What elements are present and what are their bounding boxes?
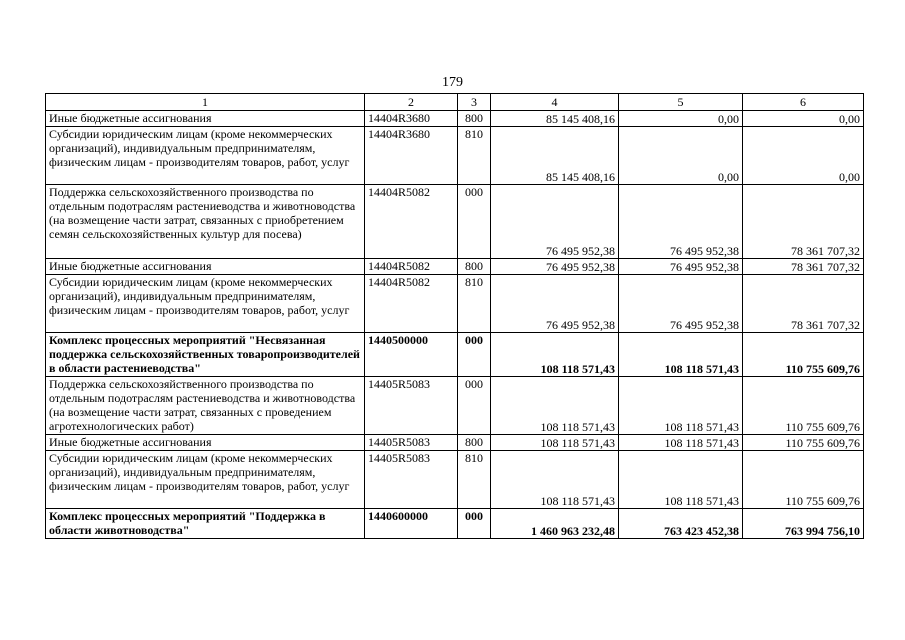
row-name-cell: Иные бюджетные ассигнования bbox=[46, 111, 365, 127]
row-value-cell: 1 460 963 232,48 bbox=[491, 509, 619, 539]
row-type-cell: 000 bbox=[458, 185, 491, 259]
row-type-cell: 810 bbox=[458, 275, 491, 333]
row-name-cell: Комплекс процессных мероприятий "Несвязанная поддержка сельскохозяйственных товаропроизводителей в области растениеводства" bbox=[46, 333, 365, 377]
row-name-cell: Иные бюджетные ассигнования bbox=[46, 259, 365, 275]
row-type-cell: 800 bbox=[458, 259, 491, 275]
table-row bbox=[46, 509, 864, 539]
row-value-cell: 110 755 609,76 bbox=[743, 333, 864, 377]
row-value-cell: 763 994 756,10 bbox=[743, 509, 864, 539]
row-value-cell: 108 118 571,43 bbox=[491, 451, 619, 509]
row-code-cell: 14404R5082 bbox=[365, 259, 458, 275]
row-name-cell: Поддержка сельскохозяйственного производства по отдельным подотраслям растениеводства и животноводства (на возмещение части затрат, связанных с приобретением семян сельскохозяйственных культур для посева) bbox=[46, 185, 365, 259]
row-value-cell: 78 361 707,32 bbox=[743, 185, 864, 259]
row-name-cell: Субсидии юридическим лицам (кроме некоммерческих организаций), индивидуальным предпринимателям, физическим лицам - производителям товаров, работ, услуг bbox=[46, 275, 365, 333]
row-name-cell: Субсидии юридическим лицам (кроме некоммерческих организаций), индивидуальным предпринимателям, физическим лицам - производителям товаров, работ, услуг bbox=[46, 127, 365, 185]
table-row bbox=[46, 435, 864, 451]
row-value-cell: 108 118 571,43 bbox=[619, 435, 743, 451]
row-code-cell: 14405R5083 bbox=[365, 435, 458, 451]
row-value-cell: 108 118 571,43 bbox=[491, 377, 619, 435]
row-value-cell: 0,00 bbox=[619, 127, 743, 185]
table-row bbox=[46, 185, 864, 259]
row-value-cell: 76 495 952,38 bbox=[619, 275, 743, 333]
row-type-cell: 000 bbox=[458, 509, 491, 539]
table-row bbox=[46, 377, 864, 435]
row-name-cell: Поддержка сельскохозяйственного производства по отдельным подотраслям растениеводства и животноводства (на возмещение части затрат, связанных с проведением агротехнологических работ) bbox=[46, 377, 365, 435]
table-row bbox=[46, 275, 864, 333]
row-code-cell: 14405R5083 bbox=[365, 377, 458, 435]
row-type-cell: 800 bbox=[458, 435, 491, 451]
row-value-cell: 110 755 609,76 bbox=[743, 451, 864, 509]
row-value-cell: 0,00 bbox=[743, 111, 864, 127]
header-cell: 3 bbox=[458, 94, 491, 111]
row-code-cell: 14404R3680 bbox=[365, 127, 458, 185]
row-value-cell: 108 118 571,43 bbox=[491, 333, 619, 377]
row-name-cell: Субсидии юридическим лицам (кроме некоммерческих организаций), индивидуальным предпринимателям, физическим лицам - производителям товаров, работ, услуг bbox=[46, 451, 365, 509]
row-name-cell: Иные бюджетные ассигнования bbox=[46, 435, 365, 451]
table-row bbox=[46, 333, 864, 377]
row-value-cell: 110 755 609,76 bbox=[743, 435, 864, 451]
page-number: 179 bbox=[442, 75, 463, 90]
table-header-row bbox=[46, 94, 864, 111]
header-cell: 4 bbox=[491, 94, 619, 111]
header-cell: 6 bbox=[743, 94, 864, 111]
row-code-cell: 1440500000 bbox=[365, 333, 458, 377]
row-value-cell: 76 495 952,38 bbox=[491, 275, 619, 333]
row-type-cell: 000 bbox=[458, 333, 491, 377]
table-row bbox=[46, 259, 864, 275]
row-value-cell: 110 755 609,76 bbox=[743, 377, 864, 435]
row-code-cell: 14404R5082 bbox=[365, 185, 458, 259]
row-code-cell: 14405R5083 bbox=[365, 451, 458, 509]
row-value-cell: 0,00 bbox=[619, 111, 743, 127]
row-value-cell: 85 145 408,16 bbox=[491, 111, 619, 127]
table-row bbox=[46, 127, 864, 185]
row-code-cell: 14404R5082 bbox=[365, 275, 458, 333]
table-row bbox=[46, 451, 864, 509]
row-value-cell: 108 118 571,43 bbox=[619, 451, 743, 509]
row-type-cell: 810 bbox=[458, 451, 491, 509]
row-type-cell: 800 bbox=[458, 111, 491, 127]
row-value-cell: 76 495 952,38 bbox=[619, 185, 743, 259]
row-value-cell: 76 495 952,38 bbox=[491, 185, 619, 259]
row-code-cell: 1440600000 bbox=[365, 509, 458, 539]
row-value-cell: 108 118 571,43 bbox=[491, 435, 619, 451]
row-value-cell: 76 495 952,38 bbox=[619, 259, 743, 275]
budget-table bbox=[45, 93, 864, 539]
row-value-cell: 0,00 bbox=[743, 127, 864, 185]
row-value-cell: 85 145 408,16 bbox=[491, 127, 619, 185]
row-type-cell: 000 bbox=[458, 377, 491, 435]
row-value-cell: 78 361 707,32 bbox=[743, 259, 864, 275]
row-name-cell: Комплекс процессных мероприятий "Поддержка в области животноводства" bbox=[46, 509, 365, 539]
table-row bbox=[46, 111, 864, 127]
row-value-cell: 763 423 452,38 bbox=[619, 509, 743, 539]
row-type-cell: 810 bbox=[458, 127, 491, 185]
header-cell: 5 bbox=[619, 94, 743, 111]
row-value-cell: 78 361 707,32 bbox=[743, 275, 864, 333]
header-cell: 1 bbox=[46, 94, 365, 111]
row-value-cell: 108 118 571,43 bbox=[619, 377, 743, 435]
row-value-cell: 108 118 571,43 bbox=[619, 333, 743, 377]
row-code-cell: 14404R3680 bbox=[365, 111, 458, 127]
header-cell: 2 bbox=[365, 94, 458, 111]
row-value-cell: 76 495 952,38 bbox=[491, 259, 619, 275]
